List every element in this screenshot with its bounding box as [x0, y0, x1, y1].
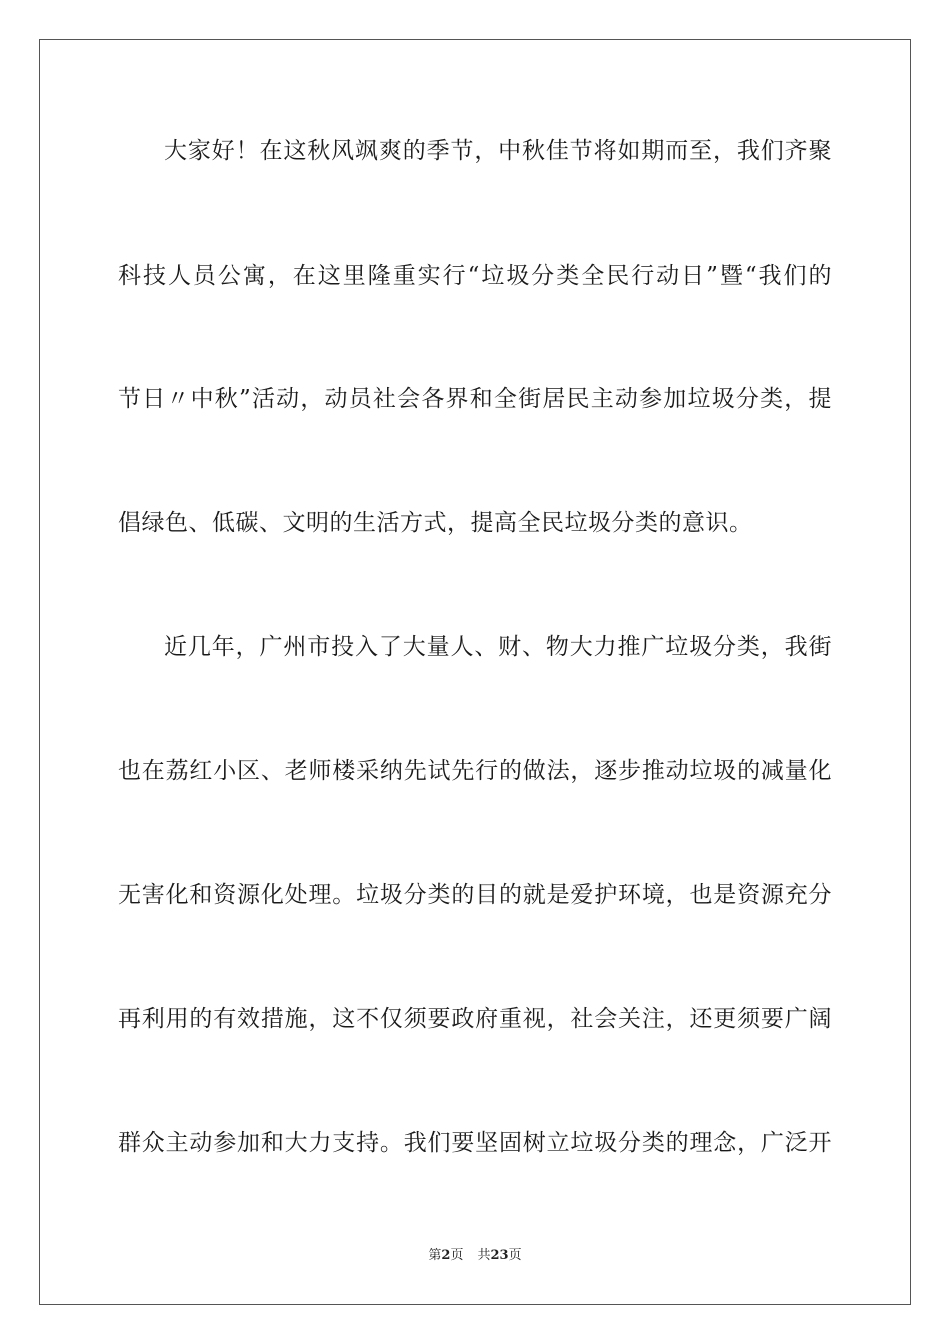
total-suffix: 页 — [508, 1248, 522, 1263]
page-prefix: 第 — [428, 1248, 442, 1263]
paragraph-2-line-5: 群众主动参加和大力支持。我们要坚固树立垃圾分类的理念，广泛开 — [118, 1130, 832, 1156]
page-suffix: 页 — [450, 1248, 464, 1263]
total-prefix: 共 — [477, 1248, 491, 1263]
paragraph-1-line-1: 大家好！在这秋风飒爽的季节，中秋佳节将如期而至，我们齐聚 — [164, 138, 832, 164]
total-pages: 23 — [490, 1248, 509, 1263]
page-footer — [0, 1247, 950, 1265]
paragraph-1-line-2: 科技人员公寓，在这里隆重实行“垃圾分类全民行动日”暨“我们的 — [118, 263, 832, 289]
paragraph-1-line-3: 节日〃中秋”活动，动员社会各界和全街居民主动参加垃圾分类，提 — [118, 386, 832, 412]
paragraph-2-line-3: 无害化和资源化处理。垃圾分类的目的就是爱护环境，也是资源充分 — [118, 882, 832, 908]
paragraph-2-line-4: 再利用的有效措施，这不仅须要政府重视，社会关注，还更须要广阔 — [118, 1006, 832, 1032]
paragraph-2-line-1: 近几年，广州市投入了大量人、财、物大力推广垃圾分类，我街 — [164, 634, 832, 660]
page-border — [39, 39, 911, 1305]
paragraph-2-line-2: 也在荔红小区、老师楼采纳先试先行的做法，逐步推动垃圾的减量化 — [118, 758, 832, 784]
paragraph-1-line-4: 倡绿色、低碳、文明的生活方式，提高全民垃圾分类的意识。 — [118, 510, 753, 536]
page-number: 2 — [441, 1248, 451, 1263]
